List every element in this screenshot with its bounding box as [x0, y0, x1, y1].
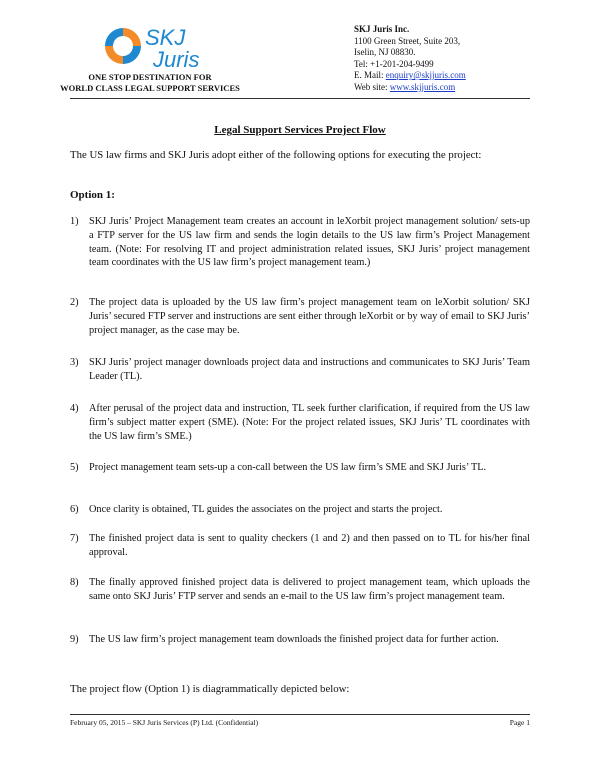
list-item-text: The US law firm’s project management team downloads the finished project data for further action.	[89, 634, 499, 645]
list-item-number: 4)	[70, 403, 79, 414]
email-label: E. Mail:	[354, 70, 386, 80]
website-label: Web site:	[354, 81, 390, 92]
list-item-number: 2)	[70, 297, 79, 308]
email-link[interactable]: enquiry@skjjuris.com	[385, 70, 466, 80]
list-item	[70, 296, 530, 337]
header-divider	[70, 98, 530, 99]
address-line-1: 1100 Green Street, Suite 203,	[354, 35, 461, 46]
list-item-number: 5)	[70, 462, 79, 473]
list-item	[70, 215, 530, 270]
list-item	[70, 576, 530, 604]
list-item-text: After perusal of the project data and instruction, TL seek further clarification, if required from the US law firm’s subject matter expert (SME). (Note: For the project related issues, SKJ Juris’ TL coordinates with the US law firm’s SME.)	[89, 403, 530, 442]
list-item	[70, 532, 530, 560]
footer-date-company: February 05, 2015 – SKJ Juris Services (P) Ltd. (Confidential)	[70, 718, 259, 727]
list-item-number: 1)	[70, 216, 79, 227]
intro-paragraph: The US law firms and SKJ Juris adopt either of the following options for executing the project:	[70, 149, 482, 161]
page-number: Page 1	[509, 718, 530, 727]
list-item-text: The finally approved finished project data is delivered to project management team, which uploads the same onto SKJ Juris’ FTP server and sends an e-mail to the US law firm’s project management team.	[89, 577, 530, 602]
website-line	[354, 82, 466, 94]
logo-text-juris: Juris	[153, 47, 200, 72]
page-title: Legal Support Services Project Flow	[214, 124, 386, 136]
email-line	[354, 70, 466, 82]
list-item-number: 6)	[70, 504, 79, 515]
closing-paragraph: The project flow (Option 1) is diagrammatically depicted below:	[70, 683, 350, 695]
footer-divider	[70, 714, 530, 715]
list-item	[70, 503, 530, 517]
list-item-number: 9)	[70, 634, 79, 645]
list-item	[70, 402, 530, 443]
tagline	[40, 72, 260, 94]
list-item-text: Project management team sets-up a con-call between the US law firm’s SME and SKJ Juris’ TL.	[89, 462, 487, 473]
contact-block	[354, 24, 466, 93]
telephone: Tel: +1-201-204-9499	[354, 58, 434, 69]
logo-ring-icon	[101, 24, 145, 68]
company-name: SKJ Juris Inc.	[354, 24, 410, 34]
logo-text-skj: SKJ	[145, 25, 186, 50]
address-line-2: Iselin, NJ 08830.	[354, 47, 416, 57]
list-item-text: Once clarity is obtained, TL guides the associates on the project and starts the project.	[89, 504, 443, 515]
list-item	[70, 356, 530, 384]
option-heading: Option 1:	[70, 189, 115, 201]
list-item-number: 8)	[70, 577, 79, 588]
list-item-text: SKJ Juris’ project manager downloads project data and instructions and communicates to SKJ Juris’ Team Leader (TL).	[89, 357, 530, 382]
list-item-number: 3)	[70, 357, 79, 368]
list-item	[70, 633, 530, 647]
list-item	[70, 461, 530, 475]
list-item-text: SKJ Juris’ Project Management team creates an account in leXorbit project management solution/ sets-up a FTP server for the US law firm and sends the login details to the US law firm’s Project Management team. (Note: For resolving IT and project administration related issues, SKJ Juris’ project management team coordinates with the US law firm’s project management team.)	[89, 216, 530, 269]
website-link[interactable]: www.skjjuris.com	[389, 81, 456, 92]
list-item-text: The project data is uploaded by the US law firm’s project management team on leXorbit solution/ SKJ Juris’ secured FTP server and instructions are sent either through leXorbit or by way of email to SKJ Juris’ project manager, as the case may be.	[89, 297, 530, 336]
list-item-text: The finished project data is sent to quality checkers (1 and 2) and then passed on to TL for his/her final approval.	[89, 533, 530, 558]
tagline-line-2: WORLD CLASS LEGAL SUPPORT SERVICES	[60, 83, 240, 93]
tagline-line-1: ONE STOP DESTINATION FOR	[88, 72, 212, 82]
list-item-number: 7)	[70, 533, 79, 544]
